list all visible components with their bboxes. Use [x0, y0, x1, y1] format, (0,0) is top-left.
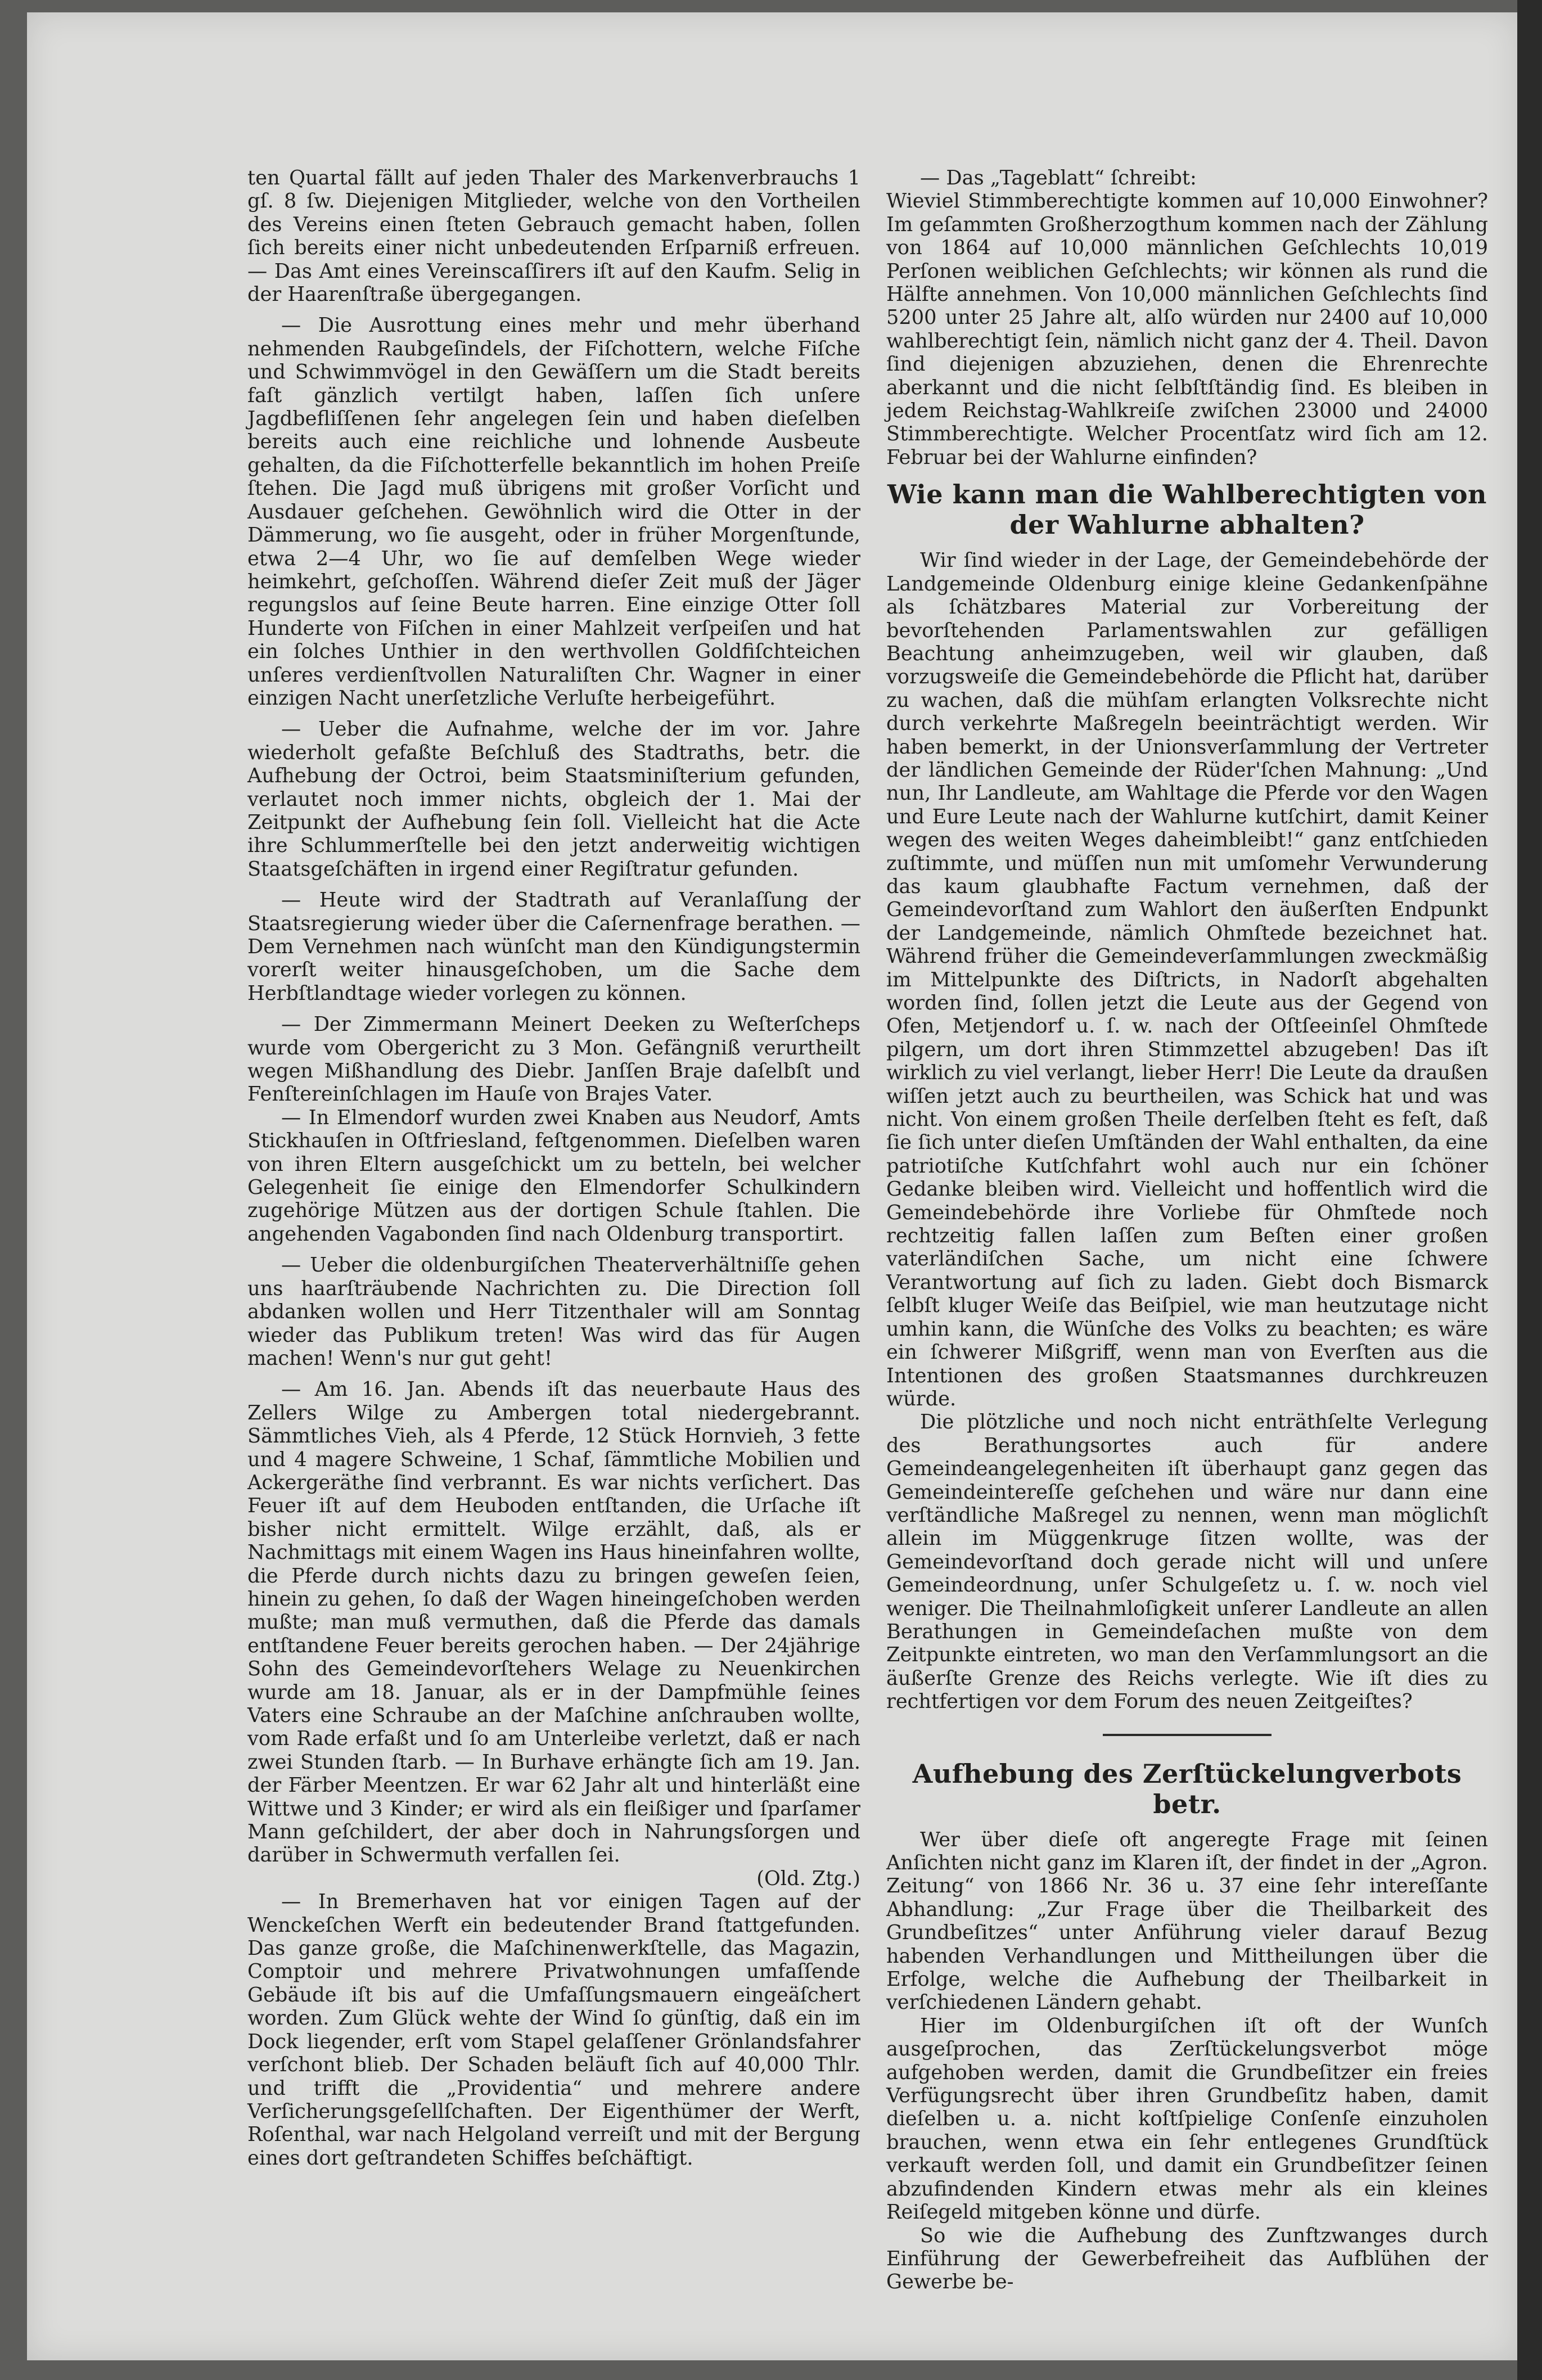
section-divider [1103, 1734, 1272, 1736]
paragraph: — Der Zimmermann Meinert Deeken zu Weſterſcheps wurde vom Obergericht zu 3 Mon. Gefängniß verurtheilt wegen Mißhandlung des Diebr. Janſſen Braje daſelbſt und Fenſtereinſchlagen im Hauſe von Brajes Vater. [247, 1013, 860, 1106]
article-tageblatt [886, 166, 1488, 469]
paragraph: — Heute wird der Stadtrath auf Veranlaſſung der Staatsregierung wieder über die Caſernenfrage berathen. — Dem Vernehmen nach wünſcht man den Kündigungstermin vorerſt weiter hinausgeſchoben, um die Sache dem Herbſtlandtage wieder vorlegen zu können. [247, 889, 860, 1005]
page-spine [1517, 0, 1542, 2380]
article-brand-ambergen [247, 1378, 860, 1890]
article-octroi [247, 718, 860, 881]
article-elmendorf [247, 1106, 860, 1246]
article-fischottern [247, 314, 860, 710]
paragraph: — Die Ausrottung eines mehr und mehr überhand nehmenden Raubgeſindels, der Fiſchottern, welche Fiſche und Schwimmvögel in den Gewäſſern um die Stadt bereits faſt gänzlich vertilgt haben, laſſen ſich unſere Jagdbefliſſenen ſehr angelegen ſein und haben dieſelben bereits auch eine reichliche und lohnende Ausbeute gehalten, da die Fiſchotterfelle bekanntlich im hohen Preiſe ſtehen. Die Jagd muß übrigens mit großer Vorſicht und Ausdauer geſchehen. Gewöhnlich wird die Otter in der Dämmerung, wo ſie ausgeht, oder in früher Morgenſtunde, etwa 2—4 Uhr, wo ſie auf demſelben Wege wieder heimkehrt, geſchoſſen. Während dieſer Zeit muß der Jäger regungslos auf ſeine Beute harren. Eine einzige Otter ſoll Hunderte von Fiſchen in einer Mahlzeit verſpeiſen und hat ein ſolches Unthier in den werthvollen Goldfiſchteichen unſeres verdienſtvollen Naturaliſten Chr. Wagner in einer einzigen Nacht unerſetzliche Verluſte herbeigeführt. [247, 314, 860, 710]
paragraph: Die plötzliche und noch nicht enträthſelte Verlegung des Berathungsortes auch für andere Gemeindeangelegenheiten iſt überhaupt ganz gegen das Gemeindeintereſſe geſchehen und wäre nur dann eine verſtändliche Maßregel zu nennen, wenn man möglichſt allein im Müggenkruge ſitzen wollte, was der Gemeindevorſtand doch gerade nicht will und unſere Gemeindeordnung, unſer Schulgeſetz u. ſ. w. noch viel weniger. Die Theilnahmloſigkeit unſerer Landleute an allen Berathungen in Gemeindeſachen mußte von dem Zeitpunkte eintreten, wo man den Verſammlungsort an die äußerſte Grenze des Reichs verlegte. Wie iſt dies zu rechtfertigen vor dem Forum des neuen Zeitgeiſtes? [886, 1410, 1488, 1714]
left-column [247, 166, 860, 2170]
newspaper-page [27, 12, 1518, 2360]
article-casernenfrage [247, 889, 860, 1005]
paragraph: So wie die Aufhebung des Zunftzwanges durch Einführung der Gewerbefreiheit das Aufblühen der Gewerbe be- [886, 2224, 1488, 2294]
paragraph: Wir ſind wieder in der Lage, der Gemeindebehörde der Landgemeinde Oldenburg einige kleine Gedankenſpähne als ſchätzbares Material zur Vorbereitung der bevorſtehenden Parlamentswahlen zur gefälligen Beachtung anheimzugeben, weil wir glauben, daß vorzugsweiſe die Gemeindebehörde die Pflicht hat, darüber zu wachen, daß die mühſam erlangten Volksrechte nicht durch verkehrte Maßregeln beeinträchtigt werden. Wir haben bemerkt, in der Unionsverſammlung der Vertreter der ländlichen Gemeinde der Rüder'ſchen Mahnung: „Und nun, Ihr Landleute, am Wahltage die Pferde vor den Wagen und Eure Leute nach der Wahlurne kutſchirt, damit Keiner wegen des weiten Weges daheimbleibt!“ ganz entſchieden zuſtimmte, und müſſen nun mit umſomehr Verwunderung das kaum glaubhafte Factum vernehmen, daß der Gemeindevorſtand zum Wahlort den äußerſten Endpunkt der Landgemeinde, nämlich Ohmſtede bezeichnet hat. Während früher die Gemeindeverſammlungen zweckmäßig im Mittelpunkte des Diſtricts, in Nadorſt abgehalten worden ſind, ſollen jetzt die Leute aus der Gegend von Ofen, Metjendorf u. ſ. w. nach der Oſtſeeinſel Ohmſtede pilgern, um dort ihren Stimmzettel abzugeben! Das iſt wirklich zu viel verlangt, lieber Herr! Die Leute da draußen wiſſen jetzt auch zu beurtheilen, was Schick hat und was nicht. Von einem großen Theile derſelben ſteht es feſt, daß ſie ſich unter dieſen Umſtänden der Wahl enthalten, da eine patriotiſche Kutſchfahrt wohl auch nur ein ſchöner Gedanke bleiben wird. Vielleicht und hoffentlich wird die Gemeindebehörde ihre Vorliebe für Ohmſtede noch rechtzeitig fallen laſſen zum Beſten einer großen vaterländiſchen Sache, um nicht eine ſchwere Verantwortung auf ſich zu laden. Giebt doch Bismarck ſelbſt kluger Weiſe das Beiſpiel, wie man heutzutage nicht umhin kann, die Wünſche des Volks zu beachten; es wäre ein ſchwerer Mißgriff, wenn man von Everſten aus die Intentionen des großen Staatsmannes durchkreuzen würde. [886, 549, 1488, 1410]
paragraph: Wieviel Stimmberechtigte kommen auf 10,000 Einwohner? Im geſammten Großherzogthum kommen nach der Zählung von 1864 auf 10,000 männlichen Geſchlechts 10,019 Perſonen weiblichen Geſchlechts; wir können als rund die Hälfte annehmen. Von 10,000 männlichen Geſchlechts ſind 5200 unter 25 Jahre alt, alſo würden nur 2400 auf 10,000 wahlberechtigt ſein, nämlich nicht ganz der 4. Theil. Davon ſind diejenigen abzuziehen, denen die Ehrenrechte aberkannt und die nicht ſelbſtſtändig ſind. Es bleiben in jedem Reichstag-Wahlkreiſe zwiſchen 23000 und 24000 Stimmberechtigte. Welcher Procentſatz wird ſich am 12. Februar bei der Wahlurne einfinden? [886, 190, 1488, 469]
paragraph: Hier im Oldenburgiſchen iſt oft der Wunſch ausgeſprochen, das Zerſtückelungsverbot möge aufgehoben werden, damit die Grundbeſitzer ein freies Verfügungsrecht über ihren Grundbeſitz haben, damit dieſelben u. a. nicht koſtſpielige Conſenſe einzuholen brauchen, wenn etwa ein ſehr entlegenes Grundſtück verkauft werden ſoll, und damit ein Grundbeſitzer ſeinen abzufindenden Kindern etwas mehr als ein kleines Reiſegeld mitgeben könne und dürfe. [886, 2014, 1488, 2224]
article-bremerhaven [247, 1890, 860, 2170]
heading-wahlberechtigten: Wie kann man die Wahlberechtigten von der Wahlurne abhalten? [887, 479, 1487, 540]
paragraph: — Am 16. Jan. Abends iſt das neuerbaute Haus des Zellers Wilge zu Ambergen total niedergebrannt. Sämmtliches Vieh, als 4 Pferde, 12 Stück Hornvieh, 3 fette und 4 magere Schweine, 1 Schaf, ſämmtliche Mobilien und Ackergeräthe ſind verbrannt. Es war nichts verſichert. Das Feuer iſt auf dem Heuboden entſtanden, die Urſache iſt bisher nicht ermittelt. Wilge erzählt, daß, als er Nachmittags mit einem Wagen ins Haus hineinfahren wollte, die Pferde durch nichts dazu zu bringen geweſen ſeien, hinein zu gehen, ſo daß der Wagen hineingeſchoben werden mußte; man muß vermuthen, daß die Pferde das damals entſtandene Feuer bereits gerochen haben. — Der 24jährige Sohn des Gemeindevorſtehers Welage zu Neuenkirchen wurde am 18. Januar, als er in der Dampfmühle ſeines Vaters eine Schraube an der Maſchine anſchrauben wollte, vom Rade erfaßt und ſo am Unterleibe verletzt, daß er nach zwei Stunden ſtarb. — In Burhave erhängte ſich am 19. Jan. der Färber Meentzen. Er war 62 Jahr alt und hinterläßt eine Wittwe und 3 Kinder; er wird als ein fleißiger und ſparſamer Mann geſchildert, der aber doch in Nahrungsſorgen und darüber in Schwermuth verfallen ſei. [247, 1378, 860, 1867]
paragraph: — Das „Tageblatt“ ſchreibt: [920, 166, 1197, 190]
paragraph: — In Elmendorf wurden zwei Knaben aus Neudorf, Amts Stickhauſen in Oſtfriesland, feſtgenommen. Dieſelben waren von ihren Eltern ausgeſchickt um zu betteln, bei welcher Gelegenheit ſie einige den Elmendorfer Schulkindern zugehörige Mützen aus der dortigen Schule ſtahlen. Die angehenden Vagabonden ſind nach Oldenburg transportirt. [247, 1106, 860, 1246]
right-column [886, 166, 1488, 2294]
article-zerstueckelung [886, 1828, 1488, 2294]
article-wahlurne [886, 549, 1488, 1713]
paragraph: — Ueber die Aufnahme, welche der im vor. Jahre wiederholt gefaßte Beſchluß des Stadtraths, betr. die Aufhebung der Octroi, beim Staatsminiſterium gefunden, verlautet noch immer nichts, obgleich der 1. Mai der Zeitpunkt der Aufhebung ſein ſoll. Vielleicht hat die Acte ihre Schlummerſtelle bei den jetzt anderweitig wichtigen Staatsgeſchäften in irgend einer Regiſtratur gefunden. [247, 718, 860, 881]
paragraph: ten Quartal fällt auf jeden Thaler des Markenverbrauchs 1 gſ. 8 ſw. Diejenigen Mitglieder, welche von den Vortheilen des Vereins einen ſteten Gebrauch gemacht haben, ſollen ſich bereits einer nicht unbedeutenden Erſparniß erfreuen. — Das Amt eines Vereinscaſſirers iſt auf den Kaufm. Selig in der Haarenſtraße übergegangen. [247, 166, 860, 306]
article-theater [247, 1254, 860, 1370]
paragraph: Wer über dieſe oft angeregte Frage mit ſeinen Anſichten nicht ganz im Klaren iſt, der findet in der „Agron. Zeitung“ von 1866 Nr. 36 u. 37 eine ſehr intereſſante Abhandlung: „Zur Frage über die Theilbarkeit des Grundbeſitzes“ unter Anführung vieler darauf Bezug habenden Verhandlungen und Mittheilungen über die Erfolge, welche die Aufhebung der Theilbarkeit in verſchiedenen Ländern gehabt. [886, 1828, 1488, 2014]
paragraph: — Ueber die oldenburgiſchen Theaterverhältniſſe gehen uns haarſträubende Nachrichten zu. Die Direction ſoll abdanken wollen und Herr Titzenthaler will am Sonntag wieder das Publikum treten! Was wird das für Augen machen! Wenn's nur gut geht! [247, 1254, 860, 1370]
paragraph: — In Bremerhaven hat vor einigen Tagen auf der Wenckeſchen Werft ein bedeutender Brand ſtattgefunden. Das ganze große, die Maſchinenwerkſtelle, das Magazin, Comptoir und mehrere Privatwohnungen umfaſſende Gebäude iſt bis auf die Umfaſſungsmauern eingeäſchert worden. Zum Glück wehte der Wind ſo günſtig, daß ein im Dock liegender, erſt vom Stapel gelaſſener Grönlandsfahrer verſchont blieb. Der Schaden beläuft ſich auf 40,000 Thlr. und trifft die „Providentia“ und mehrere andere Verſicherungsgeſellſchaften. Der Eigenthümer der Werft, Roſenthal, war nach Helgoland verreiſt und mit der Bergung eines dort geſtrandeten Schiffes beſchäftigt. [247, 1890, 860, 2170]
article-vereinscasse [247, 166, 860, 306]
source-citation: (Old. Ztg.) [756, 1867, 860, 1890]
heading-zerstueckelungverbot: Aufhebung des Zerſtückelungverbots betr. [912, 1758, 1462, 1819]
article-zimmermann [247, 1013, 860, 1106]
